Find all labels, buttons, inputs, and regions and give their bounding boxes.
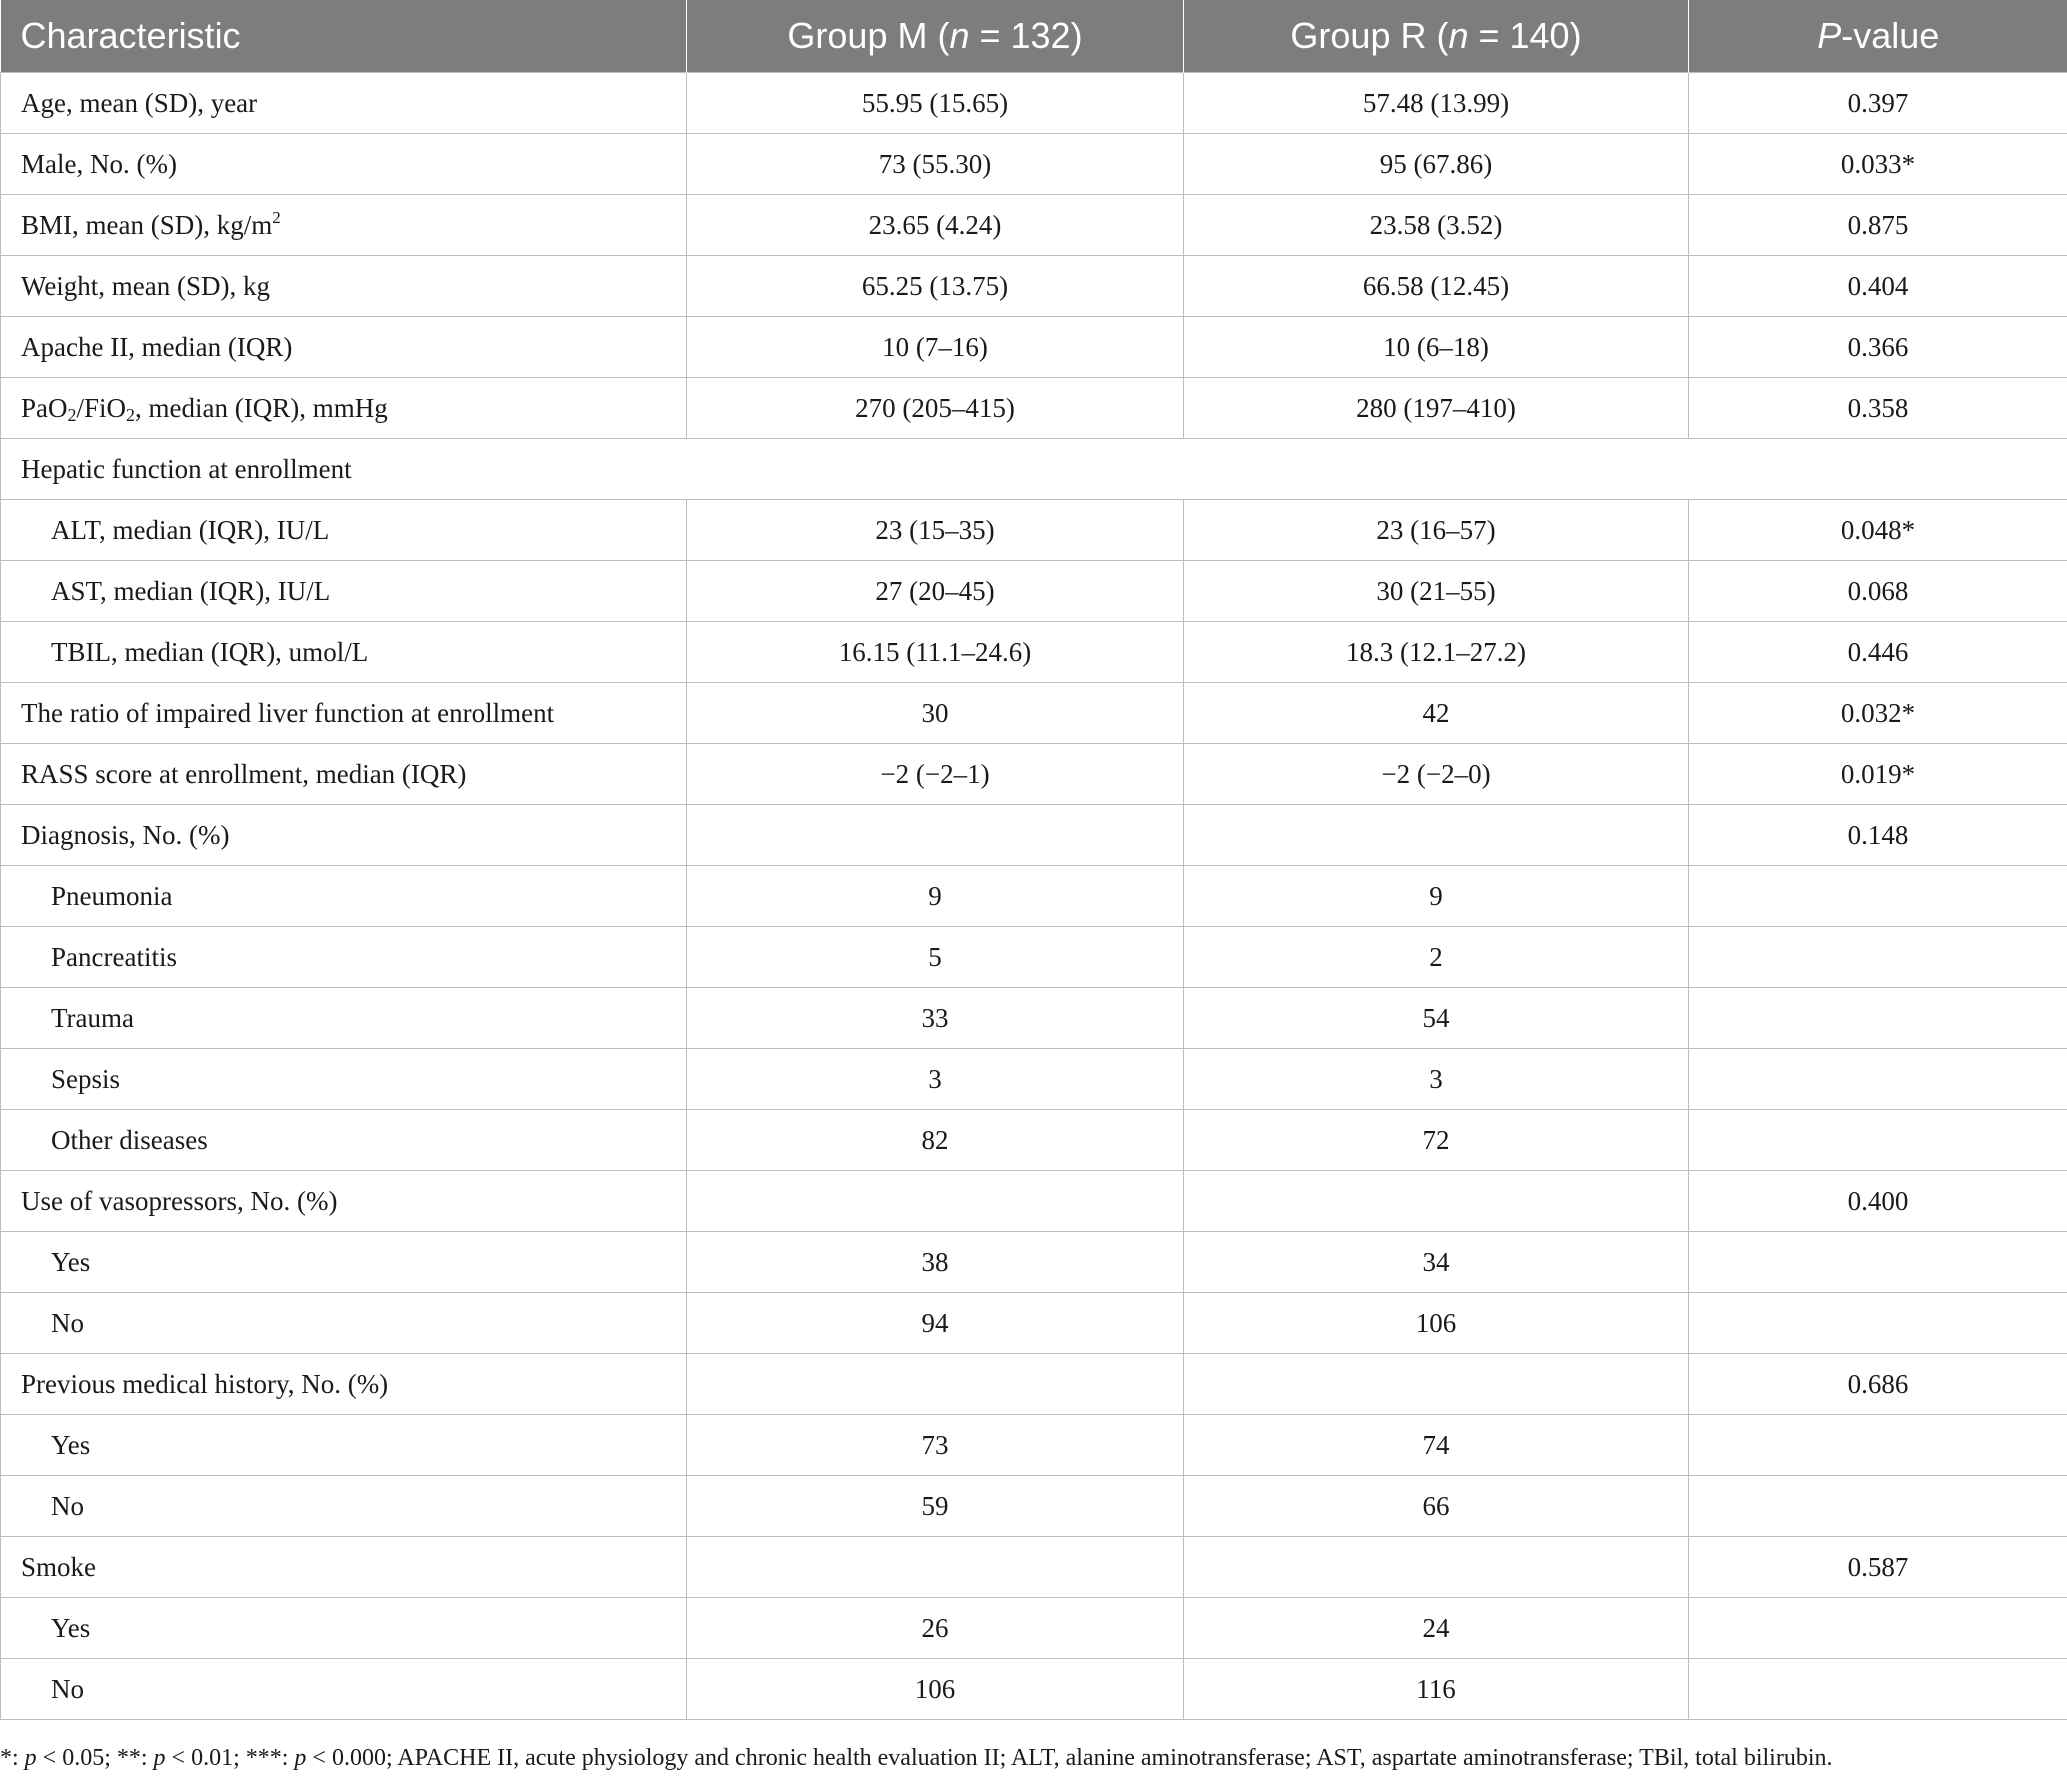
p-value: [1689, 866, 2067, 927]
p-value: [1689, 1659, 2067, 1720]
group-r-value: 74: [1184, 1415, 1689, 1476]
p-value: [1689, 1415, 2067, 1476]
p-value: 0.048*: [1689, 500, 2067, 561]
group-m-value: 59: [687, 1476, 1184, 1537]
group-r-value: 72: [1184, 1110, 1689, 1171]
group-r-value: 95 (67.86): [1184, 134, 1689, 195]
row-label: Previous medical history, No. (%): [1, 1354, 687, 1415]
p-value: 0.686: [1689, 1354, 2067, 1415]
table-row: [1, 805, 2067, 866]
row-label: PaO$_2$/FiO$_2$, median (IQR), mmHg: [1, 378, 687, 439]
row-label: Pancreatitis: [1, 927, 687, 988]
group-m-value: 106: [687, 1659, 1184, 1720]
table-row: [1, 195, 2067, 256]
group-m-value: 94: [687, 1293, 1184, 1354]
row-label: No: [1, 1293, 687, 1354]
row-label: Diagnosis, No. (%): [1, 805, 687, 866]
row-label: Trauma: [1, 988, 687, 1049]
row-label: No: [1, 1659, 687, 1720]
table-row: [1, 1232, 2067, 1293]
p-value: 0.400: [1689, 1171, 2067, 1232]
row-label: No: [1, 1476, 687, 1537]
group-m-value: −2 (−2–1): [687, 744, 1184, 805]
group-m-value: 65.25 (13.75): [687, 256, 1184, 317]
p-value: [1689, 988, 2067, 1049]
table-row: [1, 1537, 2067, 1598]
row-label: BMI, mean (SD), $kg/m^2$: [1, 195, 687, 256]
table-row: [1, 1354, 2067, 1415]
group-m-value: 3: [687, 1049, 1184, 1110]
p-value: [1689, 1293, 2067, 1354]
p-value: 0.148: [1689, 805, 2067, 866]
group-m-value: 82: [687, 1110, 1184, 1171]
p-value: 0.875: [1689, 195, 2067, 256]
p-value: [1689, 1476, 2067, 1537]
table-row: [1, 134, 2067, 195]
table-row: [1, 1415, 2067, 1476]
header-group-r: Group R (n = 140): [1184, 0, 1689, 73]
row-label: RASS score at enrollment, median (IQR): [1, 744, 687, 805]
row-label: Yes: [1, 1598, 687, 1659]
group-r-value: 54: [1184, 988, 1689, 1049]
table-row: [1, 500, 2067, 561]
table-row: [1, 378, 2067, 439]
group-m-value: 33: [687, 988, 1184, 1049]
group-m-value: 30: [687, 683, 1184, 744]
group-r-value: 3: [1184, 1049, 1689, 1110]
table-row: [1, 866, 2067, 927]
group-m-value: 73: [687, 1415, 1184, 1476]
group-m-value: 10 (7–16): [687, 317, 1184, 378]
p-value: 0.033*: [1689, 134, 2067, 195]
row-label: Apache II, median (IQR): [1, 317, 687, 378]
group-m-value: [687, 1537, 1184, 1598]
group-r-value: [1184, 1537, 1689, 1598]
table-row: [1, 256, 2067, 317]
table-header-row: [1, 0, 2067, 73]
p-value: 0.366: [1689, 317, 2067, 378]
header-group-m: Group M (n = 132): [687, 0, 1184, 73]
group-m-value: [687, 1171, 1184, 1232]
group-r-value: 116: [1184, 1659, 1689, 1720]
p-value: 0.446: [1689, 622, 2067, 683]
p-value: [1689, 927, 2067, 988]
group-r-value: [1184, 805, 1689, 866]
group-r-value: 10 (6–18): [1184, 317, 1689, 378]
table-row: [1, 1659, 2067, 1720]
section-label: Hepatic function at enrollment: [1, 439, 2067, 500]
table-row: [1, 73, 2067, 134]
table-row: [1, 561, 2067, 622]
p-value: [1689, 1049, 2067, 1110]
p-value: 0.397: [1689, 73, 2067, 134]
row-label: Yes: [1, 1232, 687, 1293]
row-label: Age, mean (SD), year: [1, 73, 687, 134]
group-m-value: [687, 805, 1184, 866]
table-footnote: *: p < 0.05; **: p < 0.01; ***: p < 0.000; APACHE II, acute physiology and chronic health evaluation II; ALT, alanine aminotransferase; AST, aspartate aminotransferase; TBil, total bilirubin.: [0, 1745, 1833, 1771]
group-m-value: 38: [687, 1232, 1184, 1293]
table-row: [1, 744, 2067, 805]
group-r-value: 18.3 (12.1–27.2): [1184, 622, 1689, 683]
table-row: [1, 927, 2067, 988]
row-label: AST, median (IQR), IU/L: [1, 561, 687, 622]
table-row: [1, 1598, 2067, 1659]
table-row: [1, 1049, 2067, 1110]
group-m-value: 9: [687, 866, 1184, 927]
group-m-value: 27 (20–45): [687, 561, 1184, 622]
group-m-value: 23 (15–35): [687, 500, 1184, 561]
p-value: [1689, 1232, 2067, 1293]
p-value: 0.019*: [1689, 744, 2067, 805]
table-row: [1, 683, 2067, 744]
header-p-value: P-value: [1689, 0, 2067, 73]
group-r-value: 24: [1184, 1598, 1689, 1659]
table-row: [1, 1171, 2067, 1232]
group-m-value: [687, 1354, 1184, 1415]
group-r-value: 42: [1184, 683, 1689, 744]
group-r-value: 106: [1184, 1293, 1689, 1354]
group-r-value: 23.58 (3.52): [1184, 195, 1689, 256]
row-label: TBIL, median (IQR), umol/L: [1, 622, 687, 683]
table-row: [1, 1476, 2067, 1537]
group-m-value: 270 (205–415): [687, 378, 1184, 439]
row-label: The ratio of impaired liver function at enrollment: [1, 683, 687, 744]
group-r-value: −2 (−2–0): [1184, 744, 1689, 805]
row-label: Use of vasopressors, No. (%): [1, 1171, 687, 1232]
group-r-value: 280 (197–410): [1184, 378, 1689, 439]
group-r-value: [1184, 1171, 1689, 1232]
table-row: [1, 988, 2067, 1049]
group-r-value: 30 (21–55): [1184, 561, 1689, 622]
group-m-value: 26: [687, 1598, 1184, 1659]
p-value: 0.587: [1689, 1537, 2067, 1598]
table-row: [1, 622, 2067, 683]
group-r-value: 34: [1184, 1232, 1689, 1293]
p-value: 0.358: [1689, 378, 2067, 439]
row-label: ALT, median (IQR), IU/L: [1, 500, 687, 561]
row-label: Weight, mean (SD), kg: [1, 256, 687, 317]
group-m-value: 16.15 (11.1–24.6): [687, 622, 1184, 683]
table-row: [1, 1293, 2067, 1354]
group-r-value: 57.48 (13.99): [1184, 73, 1689, 134]
row-label: Pneumonia: [1, 866, 687, 927]
row-label: Yes: [1, 1415, 687, 1476]
group-r-value: 66: [1184, 1476, 1689, 1537]
row-label: Male, No. (%): [1, 134, 687, 195]
p-value: 0.032*: [1689, 683, 2067, 744]
group-r-value: 9: [1184, 866, 1689, 927]
group-r-value: 66.58 (12.45): [1184, 256, 1689, 317]
group-m-value: 73 (55.30): [687, 134, 1184, 195]
p-value: 0.068: [1689, 561, 2067, 622]
table-section-row: [1, 439, 2067, 500]
header-characteristic: Characteristic: [1, 0, 687, 73]
group-m-value: 5: [687, 927, 1184, 988]
p-value: [1689, 1110, 2067, 1171]
row-label: Other diseases: [1, 1110, 687, 1171]
row-label: Sepsis: [1, 1049, 687, 1110]
group-m-value: 23.65 (4.24): [687, 195, 1184, 256]
group-r-value: 23 (16–57): [1184, 500, 1689, 561]
p-value: [1689, 1598, 2067, 1659]
group-r-value: [1184, 1354, 1689, 1415]
group-m-value: 55.95 (15.65): [687, 73, 1184, 134]
group-r-value: 2: [1184, 927, 1689, 988]
p-value: 0.404: [1689, 256, 2067, 317]
row-label: Smoke: [1, 1537, 687, 1598]
table-row: [1, 317, 2067, 378]
table-row: [1, 1110, 2067, 1171]
